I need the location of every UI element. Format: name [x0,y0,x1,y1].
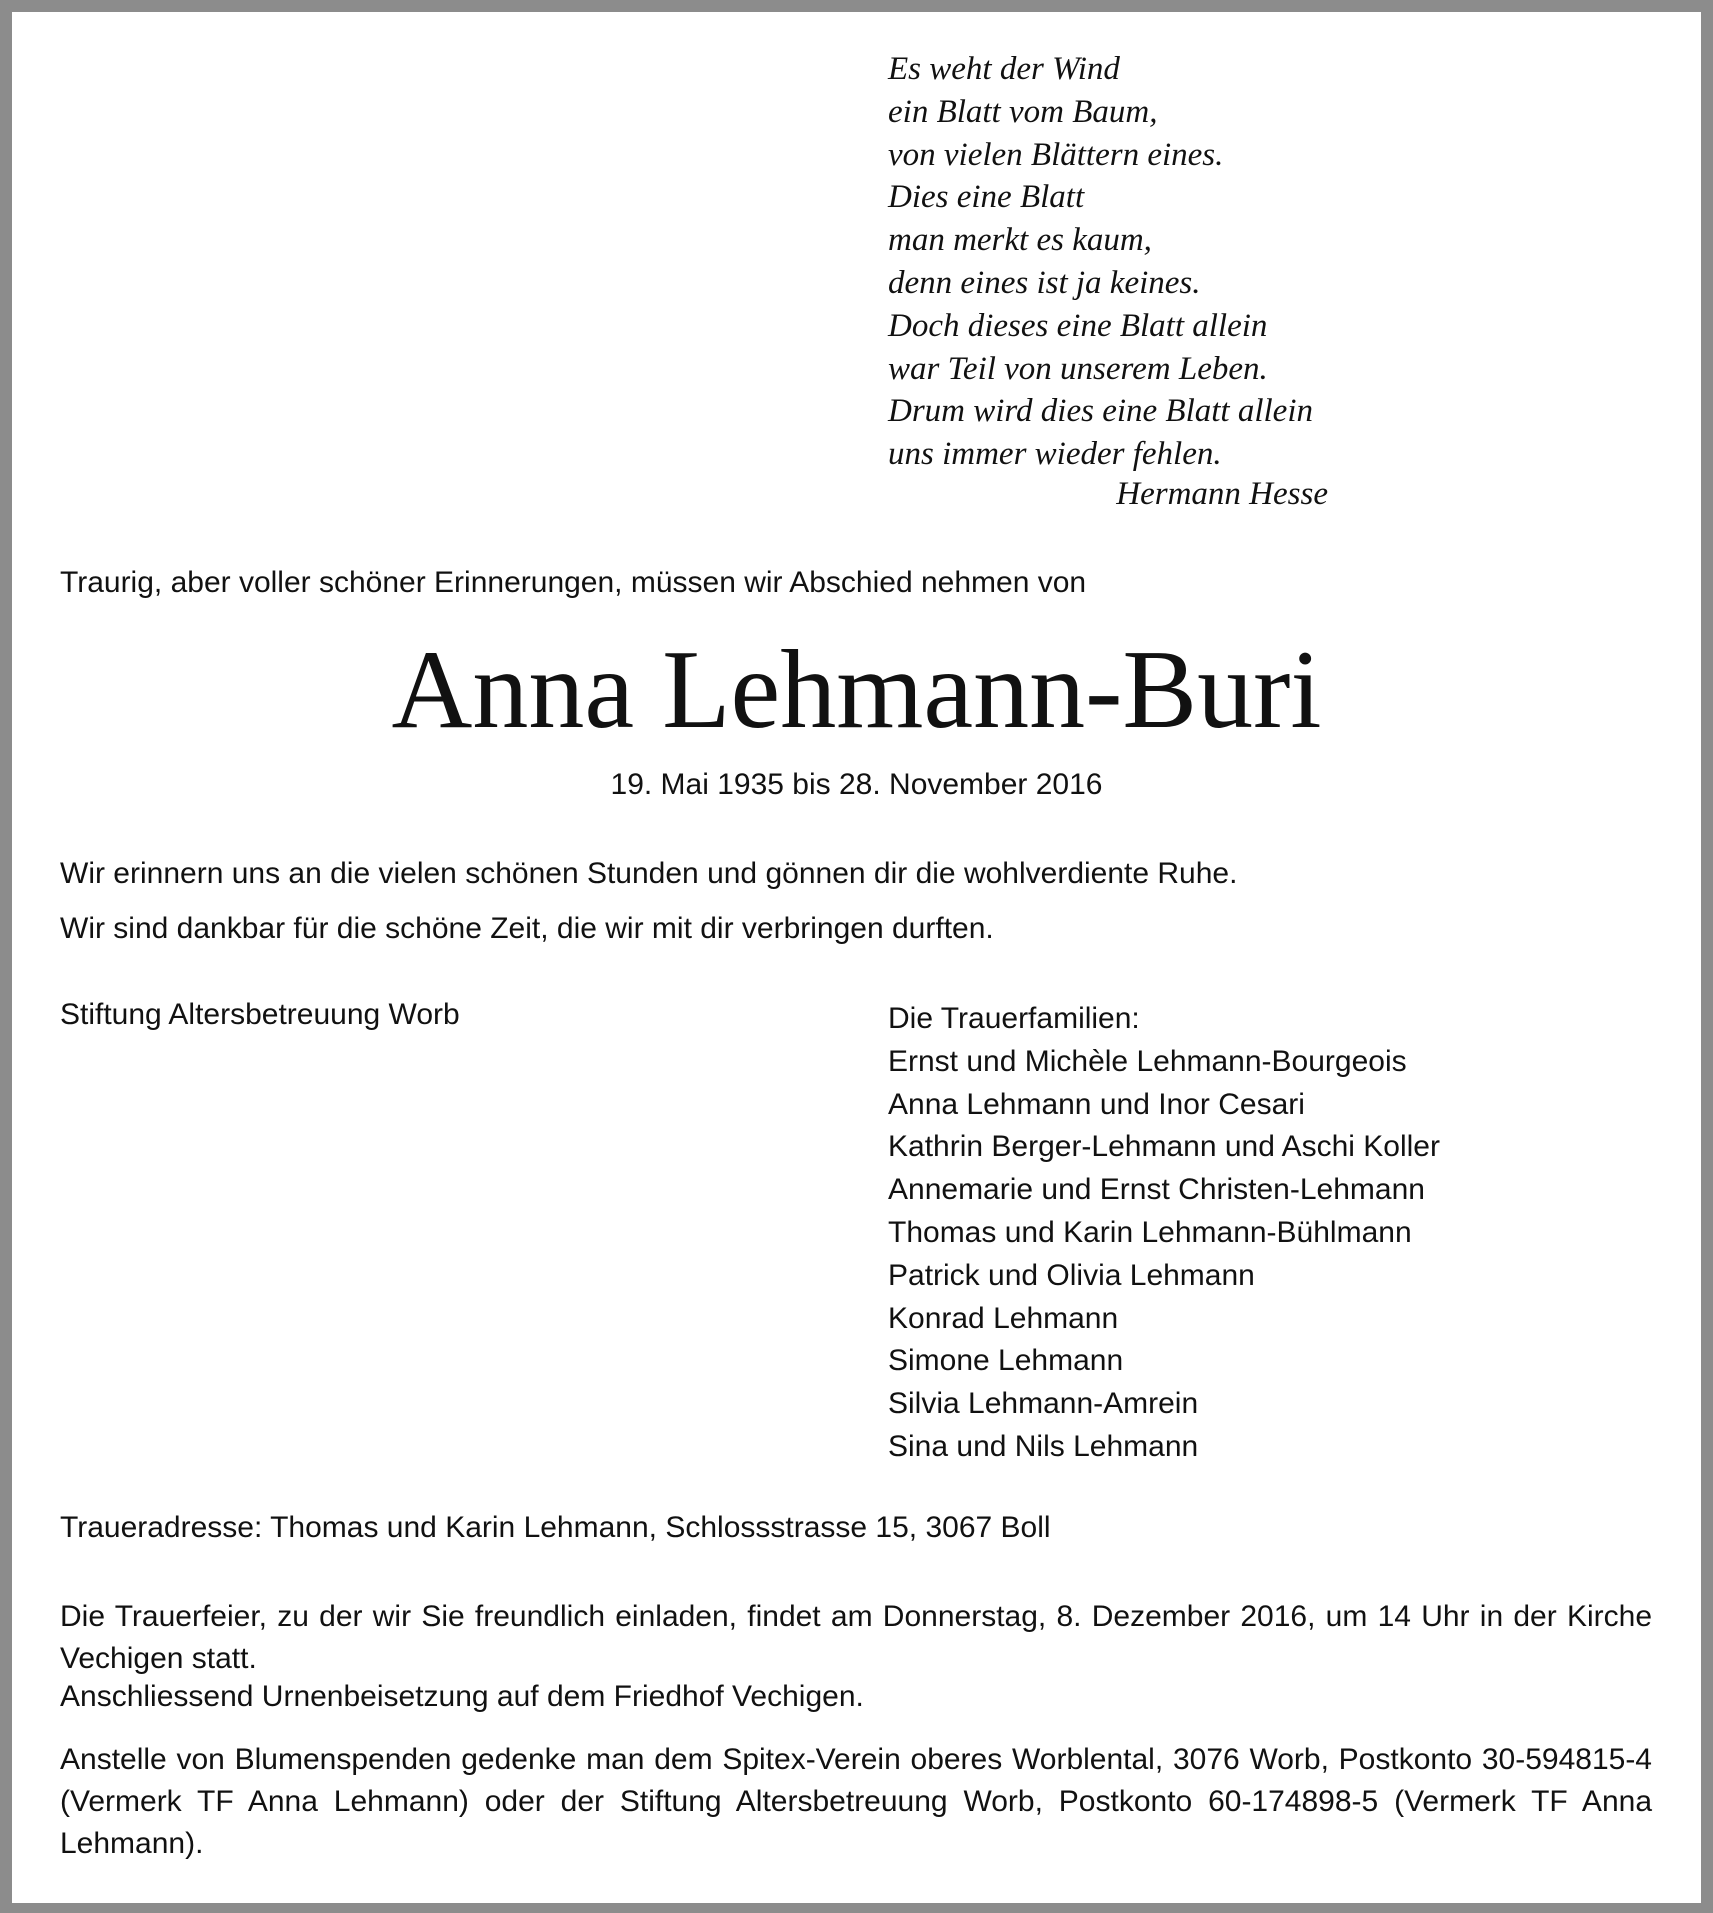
institution-signatory: Stiftung Altersbetreuung Worb [60,998,460,1031]
memory-text: Wir sind dankbar für die schöne Zeit, die wir mit dir verbringen durften. [60,912,994,945]
burial-notice: Anschliessend Urnenbeisetzung auf dem Friedhof Vechigen. [60,1680,864,1713]
family-entry: Kathrin Berger-Lehmann und Aschi Koller [888,1130,1440,1164]
family-entry: Simone Lehmann [888,1344,1124,1378]
family-entry: Sina und Nils Lehmann [888,1429,1199,1463]
family-entry: Patrick und Olivia Lehmann [888,1258,1255,1292]
family-list [888,998,1440,1469]
family-entry: Annemarie und Ernst Christen-Lehmann [888,1173,1425,1207]
frame-top-border [0,0,1713,12]
frame-right-border [1701,0,1713,1913]
poem-line: Es weht der Wind [888,51,1120,87]
poem-line: man merkt es kaum, [888,222,1152,259]
poem-author: Hermann Hesse [1116,476,1328,512]
poem-line: Dies eine Blatt [888,179,1085,216]
families-heading: Die Trauerfamilien: [888,1002,1140,1035]
poem-line: Drum wird dies eine Blatt allein [888,393,1313,430]
family-entry: Ernst und Michèle Lehmann-Bourgeois [888,1044,1407,1078]
ceremony-notice: Die Trauerfeier, zu der wir Sie freundlich einladen, findet am Donnerstag, 8. Dezember 2016, um 14 Uhr in der Kirche Vechigen statt. [60,1600,1652,1675]
frame-bottom-border [0,1903,1713,1913]
poem [888,48,1313,476]
family-entry: Konrad Lehmann [888,1301,1119,1335]
poem-line: Doch dieses eine Blatt allein [888,307,1268,344]
family-entry: Thomas und Karin Lehmann-Bühlmann [888,1215,1412,1249]
frame-left-border [0,0,12,1913]
deceased-name: Anna Lehmann-Buri [391,628,1322,752]
intro-text: Traurig, aber voller schöner Erinnerungen, müssen wir Abschied nehmen von [60,566,1087,599]
donation-notice: Anstelle von Blumenspenden gedenke man dem Spitex-Verein oberes Worblental, 3076 Worb, Postkonto 30-594815-4 (Vermerk TF Anna Lehmann) oder der Stiftung Altersbetreuung Worb, Postkonto 60-174898-5 (Vermerk TF Anna Lehmann). [60,1743,1652,1860]
poem-line: ein Blatt vom Baum, [888,93,1158,130]
family-entry: Silvia Lehmann-Amrein [888,1387,1199,1421]
poem-line: uns immer wieder fehlen. [888,436,1222,473]
poem-line: von vielen Blättern eines. [888,136,1224,173]
poem-line: war Teil von unserem Leben. [888,350,1268,387]
mourning-address: Traueradresse: Thomas und Karin Lehmann, Schlossstrasse 15, 3067 Boll [60,1511,1051,1544]
poem-line: denn eines ist ja keines. [888,264,1201,301]
family-entry: Anna Lehmann und Inor Cesari [888,1087,1305,1121]
memory-text: Wir erinnern uns an die vielen schönen Stunden und gönnen dir die wohlverdiente Ruhe. [60,857,1238,890]
life-dates: 19. Mai 1935 bis 28. November 2016 [610,768,1103,801]
